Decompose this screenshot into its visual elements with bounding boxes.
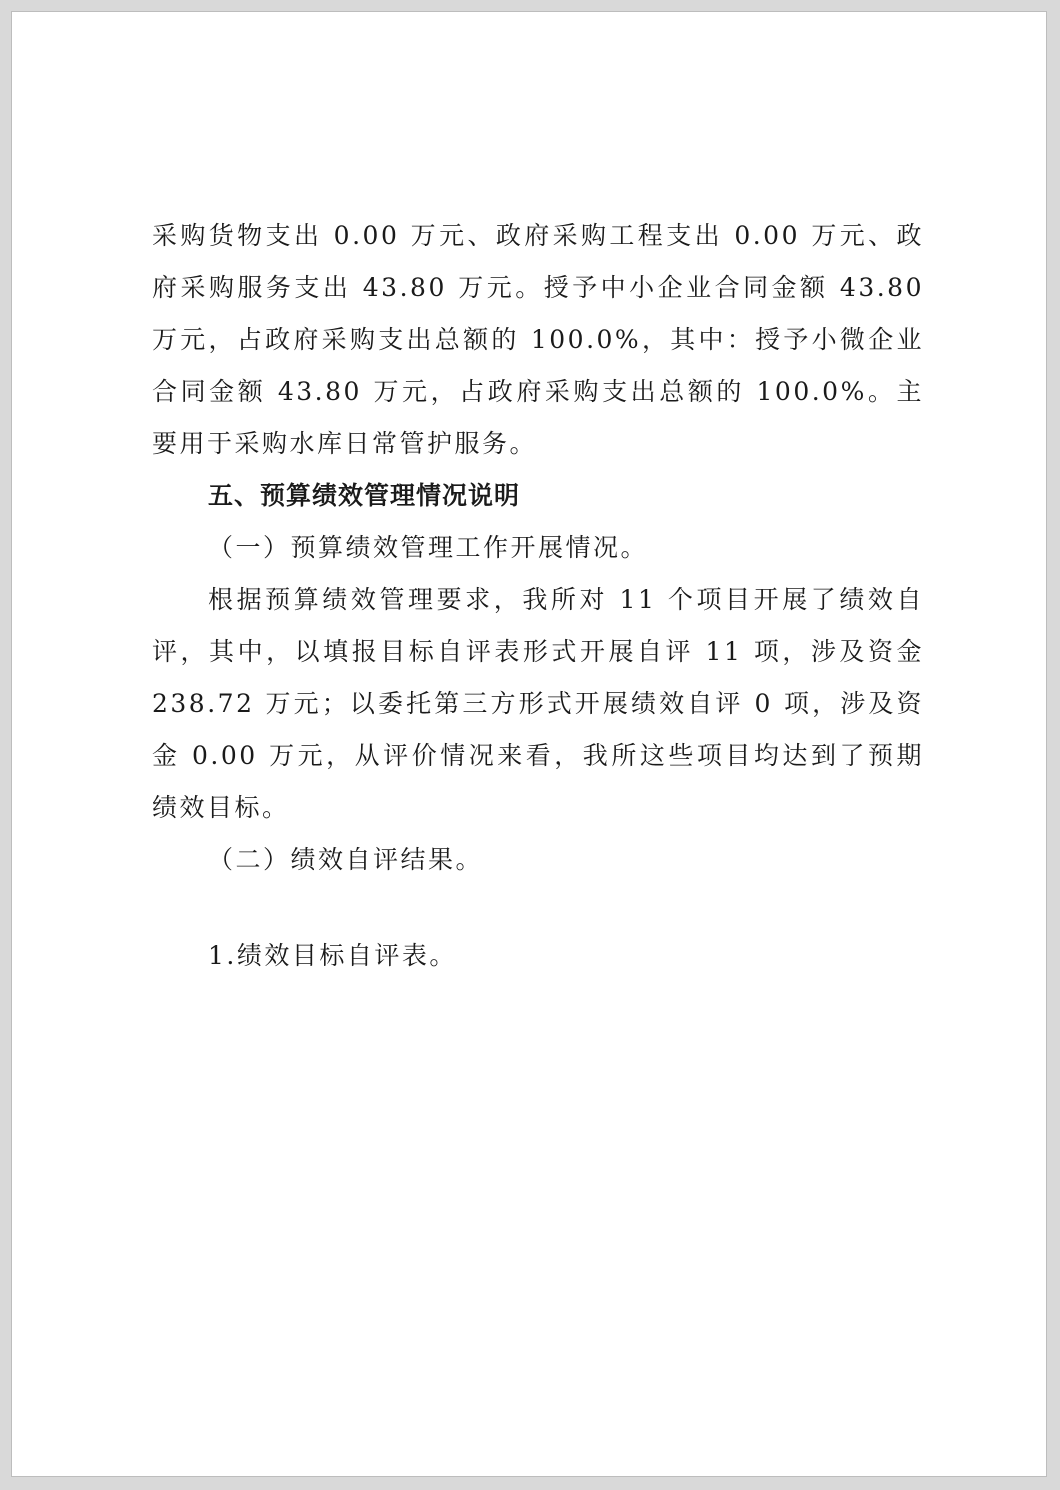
- section-five-heading: 五、预算绩效管理情况说明: [208, 481, 521, 510]
- item-one-title: 1.绩效目标自评表。: [208, 941, 457, 970]
- subsection-two-heading: （二）绩效自评结果。: [208, 845, 484, 874]
- performance-paragraph: 根据预算绩效管理要求，我所对 11 个项目开展了绩效自评，其中，以填报目标自评表形式开展自评 11 项，涉及资金 238.72 万元；以委托第三方形式开展绩效自评 0 项，涉及资金 0.00 万元，从评价情况来看，我所这些项目均达到了预期绩效目标。: [152, 585, 924, 822]
- procurement-paragraph: 采购货物支出 0.00 万元、政府采购工程支出 0.00 万元、政府采购服务支出 43.80 万元。授予中小企业合同金额 43.80 万元，占政府采购支出总额的 100.0%，其中：授予小微企业合同金额 43.80 万元，占政府采购支出总额的 100.0%。主要用于采购水库日常管护服务。: [152, 221, 924, 458]
- document-page: [11, 11, 1047, 1477]
- document-body: [152, 210, 924, 982]
- subsection-one-heading: （一）预算绩效管理工作开展情况。: [208, 533, 649, 562]
- spacer: [152, 886, 924, 930]
